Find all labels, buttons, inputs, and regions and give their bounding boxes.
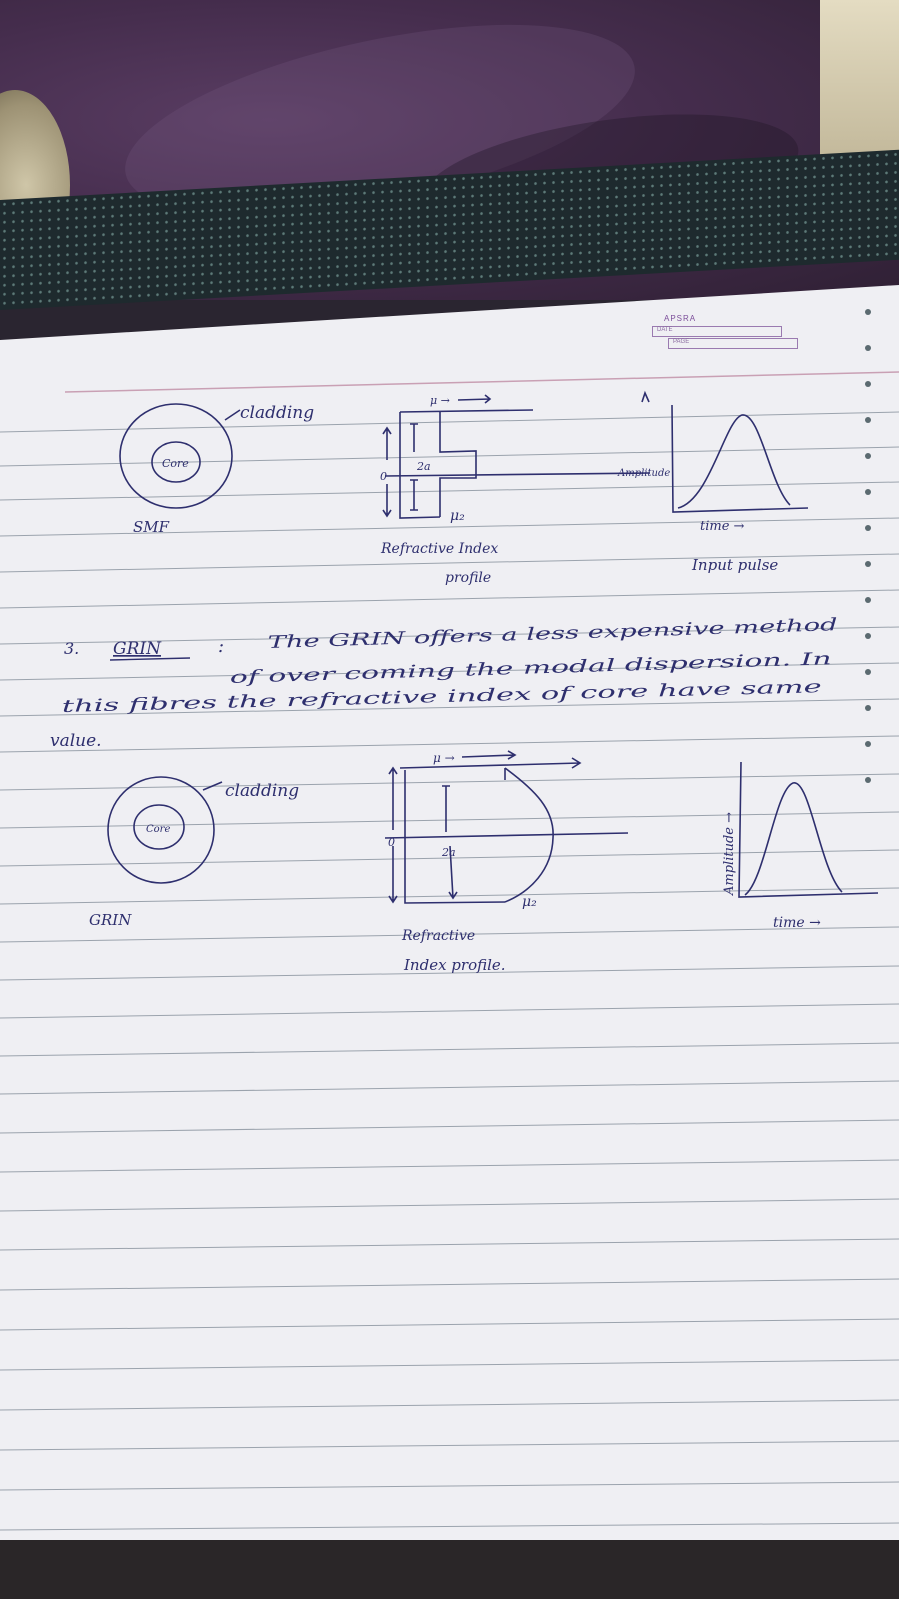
smf-core-label: Core [162,457,189,470]
grin-mu-axis: μ → [433,751,455,765]
smf-radius-label: 2a [417,460,431,473]
section-heading: GRIN [113,639,161,659]
smf-pulse-caption: Input pulse [692,556,779,574]
paragraph-line-1: The GRIN offers a less expensive method [267,621,624,653]
grin-time-label: time → [773,915,821,931]
grin-core-label: Core [146,824,171,835]
paragraph-line-3: this fibres the refractive index of core have same [61,685,486,717]
page-box: PAGE [668,338,798,349]
heading-colon: : [218,636,225,657]
grin-radius-label: 2a [442,846,456,859]
date-box: DATE [652,326,782,337]
smf-cladding-label: cladding [240,403,315,423]
paragraph-line-2: of over coming the modal dispersion. In [229,657,574,688]
smf-mu-axis: μ → [430,394,450,407]
smf-profile-caption-2: profile [445,570,492,586]
grin-zero: 0 [388,836,395,849]
grin-profile-caption-2: Index profile. [404,956,506,974]
grin-amplitude-label: Amplitude → [722,812,737,895]
grin-mu2-label: μ₂ [522,894,537,910]
smf-fiber-label: SMF [133,518,170,536]
notebook-page [0,285,899,1555]
section-number: 3. [64,639,80,658]
paragraph-line-4: value. [50,731,102,751]
grin-cladding-label: cladding [225,781,300,801]
smf-profile-caption-1: Refractive Index [381,541,499,557]
smf-amplitude-label: Amplitude [618,468,671,479]
brand-name: APSRA [664,314,697,323]
page-bottom-shadow [0,1540,899,1599]
smf-time-label: time → [700,519,745,534]
grin-fiber-label: GRIN [89,911,132,929]
smf-mu2-label: μ₂ [450,508,465,524]
grin-profile-caption-1: Refractive [402,928,476,944]
smf-zero: 0 [380,470,387,483]
